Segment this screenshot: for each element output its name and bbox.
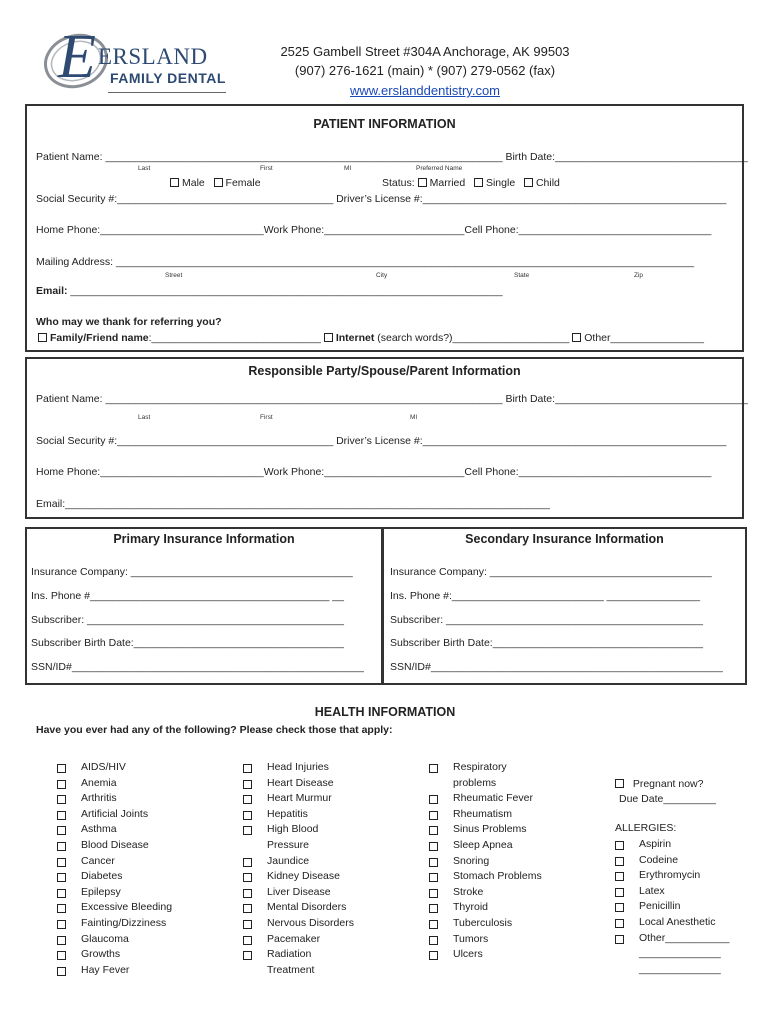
name-label: name	[121, 332, 149, 344]
checklist-item	[429, 791, 609, 807]
checklist-item-label: Growths	[81, 948, 121, 961]
checklist-item-label: Pressure	[267, 838, 310, 851]
checklist-item	[243, 900, 423, 916]
checklist-item-label: Artificial Joints	[81, 807, 149, 820]
checklist-item-label: Asthma	[81, 823, 117, 836]
secondary-insurance-title: Secondary Insurance Information	[465, 532, 664, 546]
sub-label-zip: Zip	[634, 272, 644, 279]
checklist-item-label: Pacemaker	[267, 932, 321, 945]
rp-sub-last: Last	[138, 414, 151, 421]
married-label: Married	[429, 177, 466, 189]
internet-search-field[interactable]: (search words?)____________________	[377, 332, 570, 344]
responsible-party-title: Responsible Party/Spouse/Parent Information	[248, 364, 521, 378]
glaucoma-checkbox[interactable]	[57, 936, 66, 945]
high-blood-checkbox[interactable]	[243, 826, 252, 835]
checklist-item	[615, 868, 765, 884]
other-field[interactable]: ________________	[610, 332, 704, 344]
website-link[interactable]: www.erslanddentistry.com	[349, 83, 501, 98]
diabetes-checkbox[interactable]	[57, 873, 66, 882]
checklist-item-label: Penicillin	[639, 900, 681, 913]
checklist-item-label: problems	[453, 776, 497, 789]
sub-label-city: City	[376, 272, 388, 279]
sub-label-state: State	[514, 272, 530, 279]
checklist-item	[243, 838, 423, 854]
checklist-item-label: Jaundice	[267, 854, 310, 867]
stomach-problems-checkbox[interactable]	[429, 873, 438, 882]
health-info-title: HEALTH INFORMATION	[314, 705, 456, 719]
checklist-item	[243, 760, 423, 776]
nervous-disorders-checkbox[interactable]	[243, 920, 252, 929]
checklist-item	[615, 837, 765, 853]
married-checkbox[interactable]	[418, 178, 427, 187]
primary-insurance-title: Primary Insurance Information	[113, 532, 295, 546]
cancer-checkbox[interactable]	[57, 858, 66, 867]
checklist-item	[429, 932, 609, 948]
checklist-item	[57, 760, 237, 776]
checklist-item	[57, 838, 237, 854]
secondary-subscriber-field[interactable]: Subscriber: ____________________________________________	[390, 614, 703, 626]
phones-field[interactable]: Home Phone:____________________________Work Phone:________________________Cell Phone:_________________________________	[36, 224, 712, 236]
referral-question: Who may we thank for referring you?	[36, 316, 222, 328]
checklist-item-label: Cancer	[81, 854, 115, 867]
checklist-item-label: Blood Disease	[81, 838, 149, 851]
checklist-item	[429, 776, 609, 792]
sleep-apnea-checkbox[interactable]	[429, 842, 438, 851]
checklist-item-label: Snoring	[453, 854, 490, 867]
checklist-item-label: Excessive Bleeding	[81, 901, 173, 914]
rp-name-field[interactable]: Patient Name: ____________________________________________________________________ Birth Date:_________________________________	[36, 393, 748, 405]
checklist-item	[57, 932, 237, 948]
checklist-item-label: Stomach Problems	[453, 870, 542, 883]
checklist-item	[615, 884, 765, 900]
hepatitis-checkbox[interactable]	[243, 811, 252, 820]
practice-phones: (907) 276-1621 (main) * (907) 279-0562 (fax)	[294, 63, 556, 78]
checklist-item	[429, 947, 609, 963]
checklist-item-label: Thyroid	[453, 901, 489, 914]
rp-sub-mi: MI	[410, 414, 418, 421]
checklist-item-label: Aspirin	[639, 838, 672, 850]
checklist-item	[615, 899, 765, 915]
sinus-problems-checkbox[interactable]	[429, 826, 438, 835]
checklist-item-label: Heart Disease	[267, 776, 334, 789]
primary-insurance-company-field[interactable]: Insurance Company: ______________________________________	[31, 566, 353, 578]
ssn-dl-field[interactable]: Social Security #:_____________________________________ Driver’s License #:____________________________________________________	[36, 193, 727, 205]
checklist-item	[615, 962, 765, 978]
sub-label-preferred: Preferred Name	[416, 165, 463, 172]
male-label: Male	[182, 177, 205, 189]
checklist-item	[57, 776, 237, 792]
arthritis-checkbox[interactable]	[57, 795, 66, 804]
logo-subtitle: FAMILY DENTAL	[110, 70, 226, 86]
checklist-item-label[interactable]: ______________	[639, 962, 721, 975]
checklist-item	[57, 947, 237, 963]
checklist-item	[243, 869, 423, 885]
secondary-ssn-id-field[interactable]: SSN/ID#__________________________________________________	[390, 661, 723, 673]
single-label: Single	[485, 177, 516, 189]
checklist-item	[243, 776, 423, 792]
checklist-item-label: Hepatitis	[267, 807, 308, 820]
checklist-item	[429, 900, 609, 916]
email-label: Email:	[36, 285, 68, 297]
checklist-item-label: Local Anesthetic	[639, 915, 716, 928]
pregnant-checkbox[interactable]	[615, 779, 624, 788]
aspirin-checkbox[interactable]	[615, 841, 624, 850]
checklist-item	[57, 854, 237, 870]
female-checkbox[interactable]	[214, 178, 223, 187]
checklist-item-label: Respiratory	[453, 761, 507, 773]
checklist-item	[429, 854, 609, 870]
ulcers-checkbox[interactable]	[429, 951, 438, 960]
checklist-item-label: Head Injuries	[267, 761, 329, 773]
rheumatic-fever-checkbox[interactable]	[429, 795, 438, 804]
checklist-item-label: Liver Disease	[267, 885, 331, 898]
local-anesthetic-checkbox[interactable]	[615, 919, 624, 928]
child-checkbox[interactable]	[524, 178, 533, 187]
patient-info-title: PATIENT INFORMATION	[313, 117, 456, 131]
checklist-item	[243, 807, 423, 823]
tuberculosis-checkbox[interactable]	[429, 920, 438, 929]
checklist-item	[429, 916, 609, 932]
sub-label-street: Street	[165, 272, 183, 279]
checklist-item	[57, 869, 237, 885]
family-friend-checkbox[interactable]	[38, 333, 47, 342]
excessive-bleeding-checkbox[interactable]	[57, 904, 66, 913]
checklist-item-label: Arthritis	[81, 792, 117, 805]
checklist-item-label[interactable]: ______________	[639, 947, 721, 960]
asthma-checkbox[interactable]	[57, 826, 66, 835]
pregnant-label: Pregnant now?	[632, 778, 704, 790]
checklist-item	[57, 807, 237, 823]
sub-label-first: First	[260, 165, 273, 172]
epilepsy-checkbox[interactable]	[57, 889, 66, 898]
checklist-item-label: Nervous Disorders	[267, 916, 354, 929]
rp-sub-first: First	[260, 414, 273, 421]
heart-disease-checkbox[interactable]	[243, 780, 252, 789]
checklist-item	[57, 885, 237, 901]
status-label: Status:	[382, 177, 415, 189]
checklist-item	[243, 822, 423, 838]
sub-label-last: Last	[138, 165, 151, 172]
mailing-address-field[interactable]: Mailing Address: ___________________________________________________________________________________________________	[36, 256, 695, 268]
checklist-item-label: Latex	[639, 884, 665, 897]
blood-disease-checkbox[interactable]	[57, 842, 66, 851]
patient-email-field[interactable]: __________________________________________________________________________	[67, 285, 503, 297]
logo-letter: E	[58, 23, 96, 91]
condition-list-col3	[429, 760, 609, 963]
other-checkbox[interactable]	[615, 935, 624, 944]
checklist-item	[243, 791, 423, 807]
secondary-insurance-company-field[interactable]: Insurance Company: ______________________________________	[390, 566, 712, 578]
checklist-item-label: Tuberculosis	[453, 916, 513, 929]
checklist-item-label: Heart Murmur	[267, 792, 332, 805]
checklist-item	[429, 807, 609, 823]
condition-list-col1	[57, 760, 237, 978]
kidney-disease-checkbox[interactable]	[243, 873, 252, 882]
male-checkbox[interactable]	[170, 178, 179, 187]
erythromycin-checkbox[interactable]	[615, 872, 624, 881]
primary-subscriber-birth-field[interactable]: Subscriber Birth Date:____________________________________	[31, 637, 344, 649]
checklist-item-label: Stroke	[453, 885, 484, 898]
checklist-item-label: Diabetes	[81, 870, 123, 883]
health-question: Have you ever had any of the following? Please check those that apply:	[36, 724, 393, 736]
checklist-item	[429, 838, 609, 854]
single-checkbox[interactable]	[474, 178, 483, 187]
checklist-item	[243, 947, 423, 963]
checklist-item	[429, 869, 609, 885]
rp-email-field[interactable]: Email:___________________________________________________________________________________	[36, 498, 550, 510]
rheumatism-checkbox[interactable]	[429, 811, 438, 820]
child-label: Child	[535, 177, 560, 189]
checklist-item	[243, 963, 423, 979]
latex-checkbox[interactable]	[615, 888, 624, 897]
hay-fever-checkbox[interactable]	[57, 967, 66, 976]
checklist-item	[57, 791, 237, 807]
checklist-item	[243, 916, 423, 932]
secondary-ins-phone-field[interactable]: Ins. Phone #:__________________________ ________________	[390, 590, 701, 602]
aids-hiv-checkbox[interactable]	[57, 764, 66, 773]
growths-checkbox[interactable]	[57, 951, 66, 960]
checklist-item	[243, 854, 423, 870]
allergy-list	[615, 837, 765, 977]
artificial-joints-checkbox[interactable]	[57, 811, 66, 820]
checklist-item-label: High Blood	[267, 823, 319, 836]
checklist-item	[57, 963, 237, 979]
primary-ssn-id-field[interactable]: SSN/ID#__________________________________________________	[31, 661, 364, 673]
checklist-item	[429, 760, 609, 776]
checklist-item	[57, 822, 237, 838]
checklist-item-label: Epilepsy	[81, 885, 121, 898]
female-label: Female	[225, 177, 261, 189]
patient-name-field[interactable]: Patient Name: ____________________________________________________________________ Birth Date:_________________________________	[36, 151, 748, 163]
checklist-item-label[interactable]: Other___________	[639, 931, 730, 944]
primary-subscriber-field[interactable]: Subscriber: ____________________________________________	[31, 614, 344, 626]
checklist-item	[243, 885, 423, 901]
secondary-subscriber-birth-field[interactable]: Subscriber Birth Date:____________________________________	[390, 637, 703, 649]
jaundice-checkbox[interactable]	[243, 858, 252, 867]
head-injuries-checkbox[interactable]	[243, 764, 252, 773]
tumors-checkbox[interactable]	[429, 936, 438, 945]
logo-name: ERSLAND	[98, 44, 208, 69]
checklist-item	[57, 900, 237, 916]
pacemaker-checkbox[interactable]	[243, 936, 252, 945]
checklist-item-label: Codeine	[639, 853, 679, 866]
checklist-item-label: Ulcers	[453, 948, 483, 961]
stroke-checkbox[interactable]	[429, 889, 438, 898]
internet-label: Internet	[335, 332, 375, 344]
checklist-item-label: AIDS/HIV	[81, 761, 126, 773]
checklist-item-label: Mental Disorders	[267, 901, 347, 914]
heart-murmur-checkbox[interactable]	[243, 795, 252, 804]
checklist-item	[429, 885, 609, 901]
fainting-dizziness-checkbox[interactable]	[57, 920, 66, 929]
checklist-item	[429, 822, 609, 838]
logo-underline	[108, 92, 226, 93]
other-checkbox[interactable]	[572, 333, 581, 342]
liver-disease-checkbox[interactable]	[243, 889, 252, 898]
due-date-field[interactable]: Due Date_________	[619, 793, 716, 805]
snoring-checkbox[interactable]	[429, 858, 438, 867]
checklist-item-label: Fainting/Dizziness	[81, 916, 167, 929]
checklist-item-label: Kidney Disease	[267, 870, 340, 883]
checklist-item-label: Glaucoma	[81, 932, 129, 945]
checklist-item	[243, 932, 423, 948]
checklist-item-label: Erythromycin	[639, 869, 701, 882]
checklist-item-label: Sinus Problems	[453, 823, 527, 836]
codeine-checkbox[interactable]	[615, 857, 624, 866]
checklist-item-label: Sleep Apnea	[453, 838, 513, 851]
radiation-checkbox[interactable]	[243, 951, 252, 960]
thyroid-checkbox[interactable]	[429, 904, 438, 913]
practice-address: 2525 Gambell Street #304A Anchorage, AK 99503	[280, 44, 570, 59]
checklist-item	[57, 916, 237, 932]
other-label: Other	[584, 332, 611, 344]
checklist-item-label: Tumors	[453, 932, 489, 945]
checklist-item-label: Rheumatic Fever	[453, 792, 533, 805]
sub-label-mi: MI	[344, 165, 352, 172]
penicillin-checkbox[interactable]	[615, 903, 624, 912]
primary-ins-phone-field[interactable]: Ins. Phone #_________________________________________ __	[31, 590, 344, 602]
internet-checkbox[interactable]	[324, 333, 333, 342]
checklist-item	[615, 946, 765, 962]
checklist-item-label: Rheumatism	[453, 807, 512, 820]
checklist-item-label: Hay Fever	[81, 963, 130, 976]
condition-list-col2	[243, 760, 423, 978]
rp-phones-field[interactable]: Home Phone:____________________________Work Phone:________________________Cell Phone:_________________________________	[36, 466, 712, 478]
family-friend-name-field[interactable]: :_____________________________	[148, 332, 321, 344]
checklist-item-label: Radiation	[267, 948, 312, 961]
checklist-item	[615, 853, 765, 869]
anemia-checkbox[interactable]	[57, 780, 66, 789]
checklist-item-label: Treatment	[267, 963, 315, 976]
checklist-item-label: Anemia	[81, 776, 117, 789]
family-friend-label: Family/Friend	[50, 332, 119, 344]
checklist-item	[615, 915, 765, 931]
checklist-item	[615, 931, 765, 947]
rp-ssn-dl-field[interactable]: Social Security #:_____________________________________ Driver’s License #:____________________________________________________	[36, 435, 727, 447]
mental-disorders-checkbox[interactable]	[243, 904, 252, 913]
allergies-title: ALLERGIES:	[615, 822, 677, 834]
respiratory-checkbox[interactable]	[429, 764, 438, 773]
